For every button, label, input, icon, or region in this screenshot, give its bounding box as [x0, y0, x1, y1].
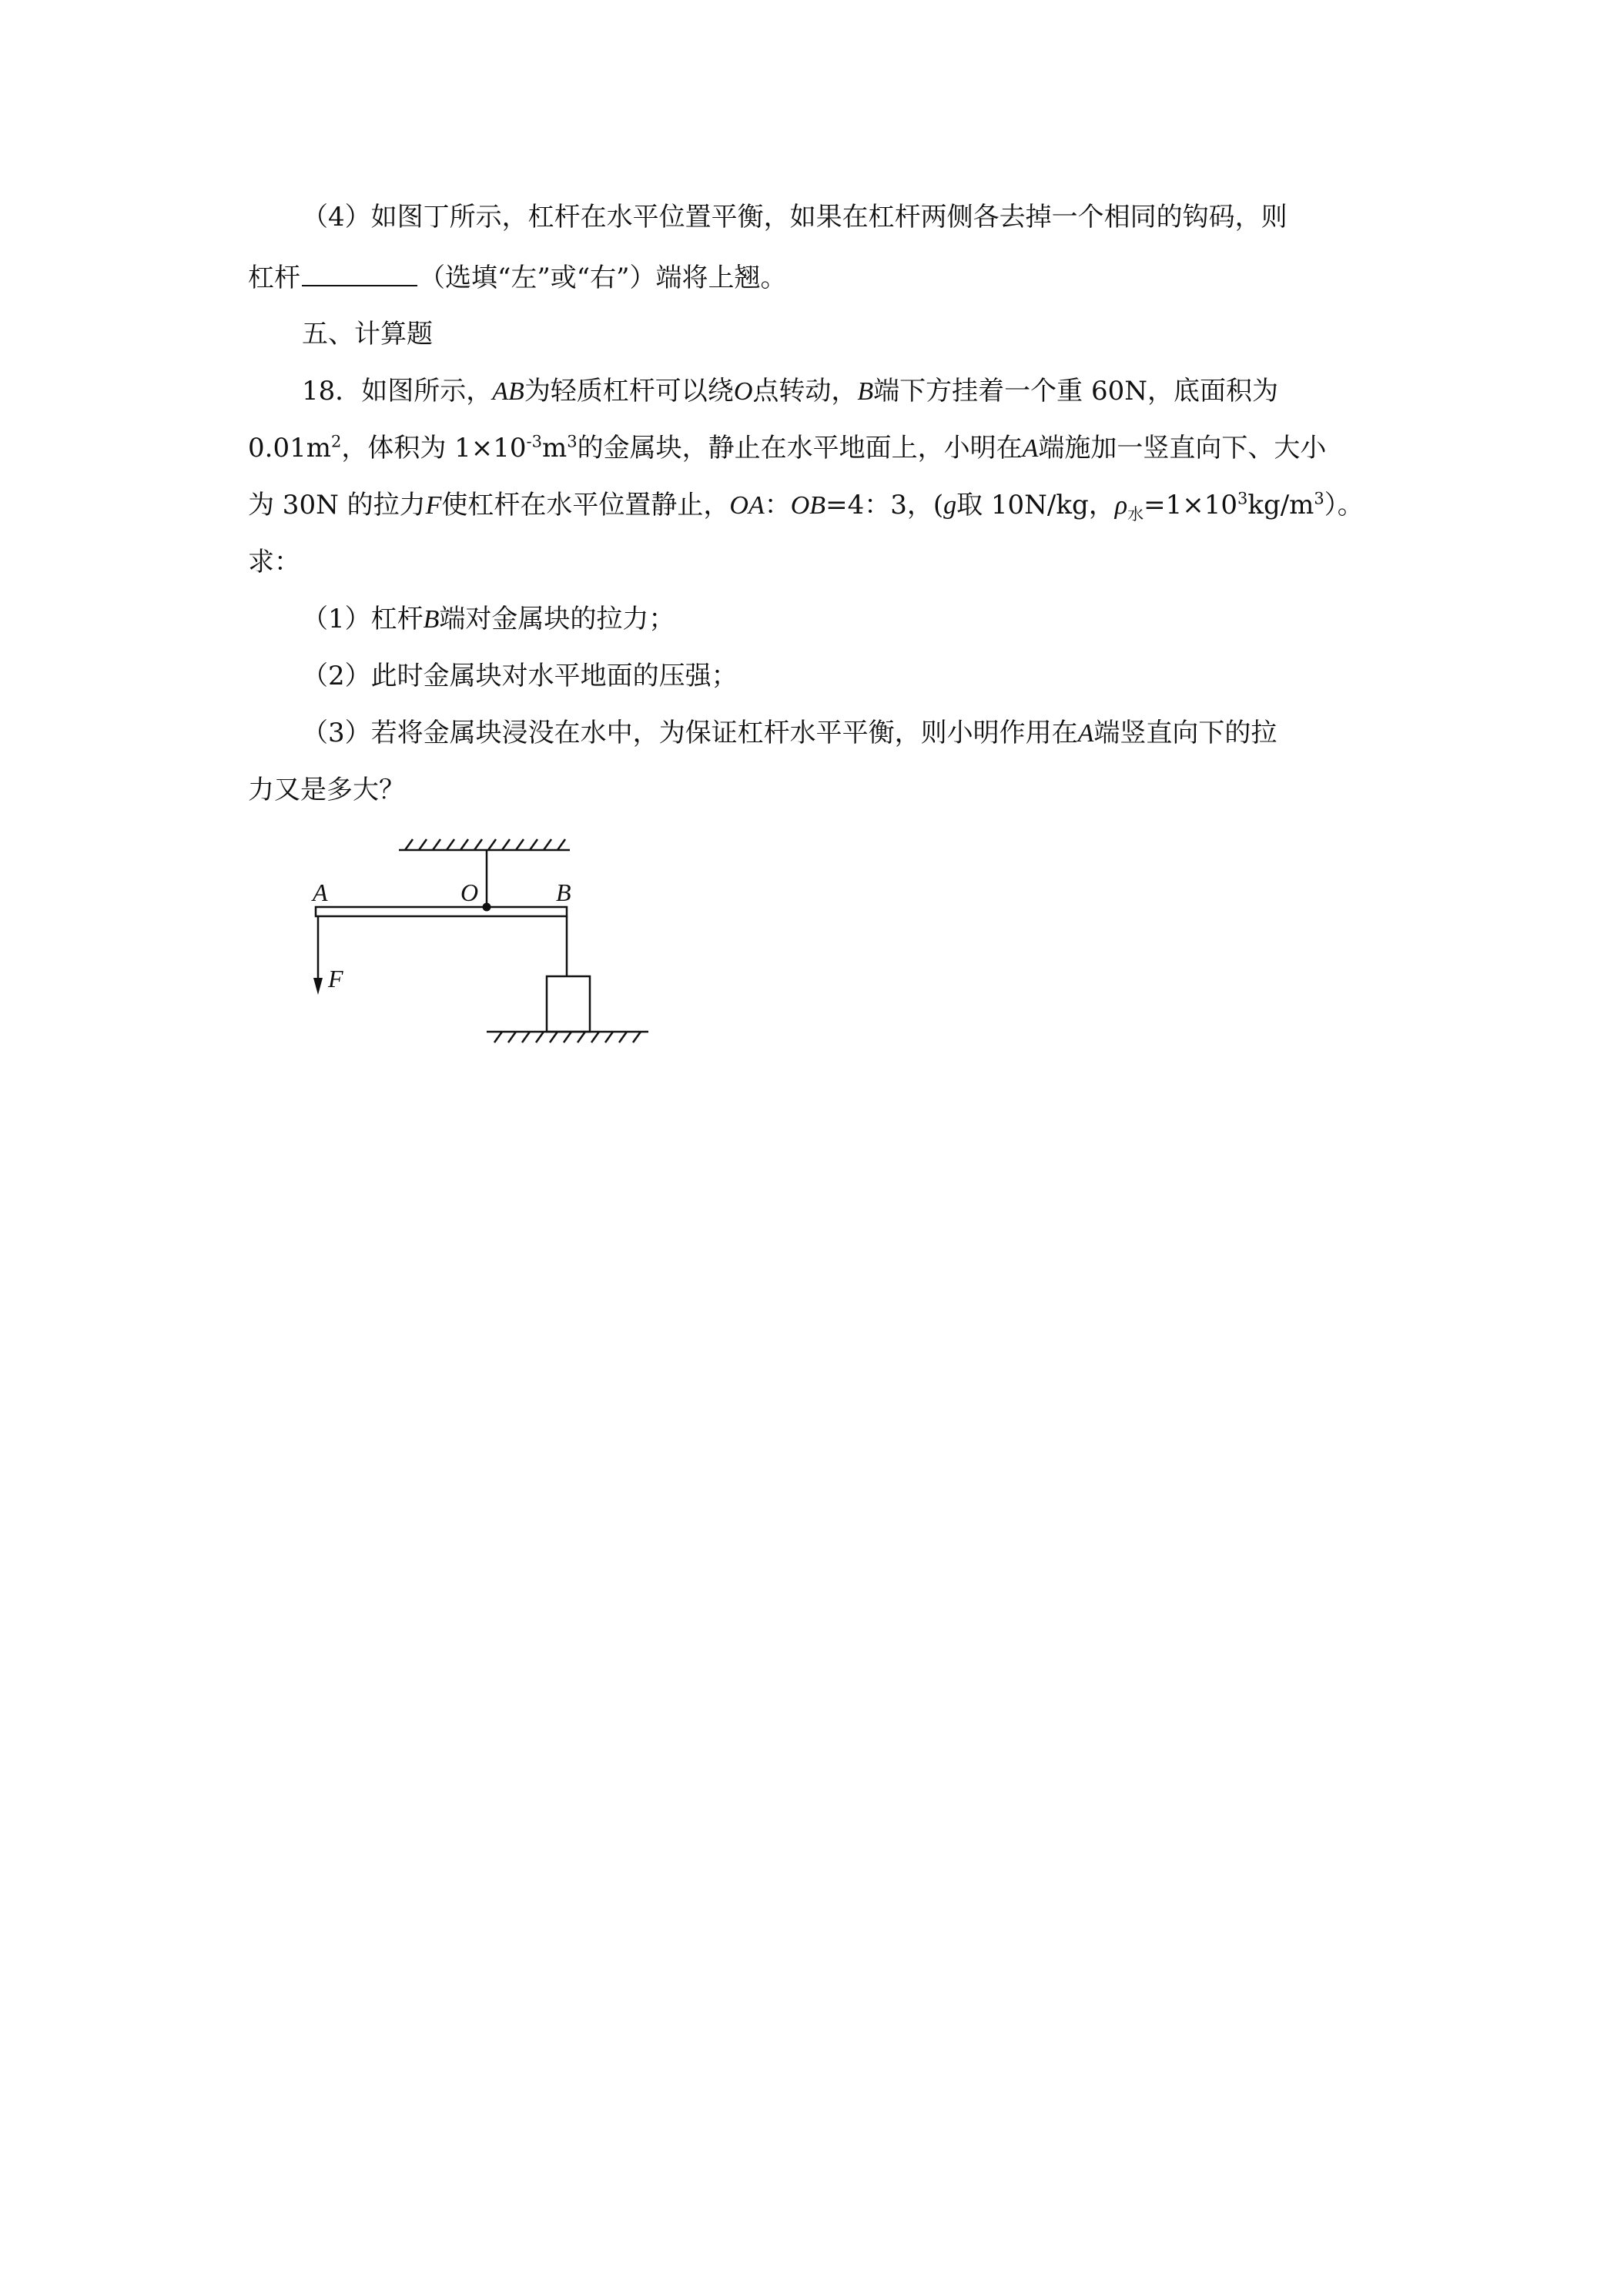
q18-line2 [248, 433, 1326, 464]
q18-text: 如图所示， [361, 376, 493, 407]
q18-var: O [733, 377, 753, 406]
q18-var: ρ [1114, 491, 1128, 520]
q18-text: ，体积为 1×10 [341, 433, 527, 464]
q18-text: 端竖直向下的拉 [1093, 718, 1277, 748]
label-F: F [328, 965, 343, 992]
q18-text: （3）若将金属块浸没在水中，为保证杠杆水平平衡，则小明作用在 [302, 718, 1078, 748]
q18-number: 18． [302, 376, 362, 407]
q18-text: 0.01m [248, 433, 331, 464]
q18-var: A [1022, 434, 1039, 463]
q18-var: AB [492, 377, 524, 406]
q18-text: 为 30N 的拉力 [248, 490, 426, 520]
q17-4-label: （4） [302, 202, 371, 233]
q18-var: A [1077, 719, 1094, 748]
q18-sup: 3 [567, 432, 578, 451]
q17-4-text-a: 如图丁所示，杠杆在水平位置平衡，如果在杠杆两侧各去掉一个相同的钩码，则 [370, 202, 1287, 233]
q18-var: B [857, 377, 874, 406]
q18-text: =4：3，( [825, 490, 944, 520]
q18-var: OA [729, 491, 765, 520]
q18-text: ： [764, 490, 791, 520]
q18-line4: 求： [248, 547, 300, 577]
q18-sub2: （2）此时金属块对水平地面的压强； [302, 661, 738, 691]
pivot-point [483, 903, 491, 912]
q18-line3 [248, 489, 1364, 524]
q18-text: 使杠杆在水平位置静止， [441, 490, 730, 520]
q18-sub: 水 [1127, 504, 1144, 524]
q18-sup: 2 [330, 432, 342, 451]
q18-sup: -3 [526, 432, 542, 451]
q18-text: （1）杠杆 [302, 604, 424, 634]
q18-text: 端下方挂着一个重 60N，底面积为 [873, 376, 1278, 407]
q17-4-line2 [248, 262, 787, 293]
q18-line1 [302, 376, 1278, 407]
q18-text: 的金属块，静止在水平地面上，小明在 [577, 433, 1023, 464]
ceiling [399, 839, 570, 850]
lever-figure [293, 816, 693, 1063]
q18-sub1 [302, 604, 675, 635]
metal-block [547, 976, 590, 1032]
section-title: 五、计算题 [302, 319, 433, 350]
q18-var: OB [790, 491, 826, 520]
q18-sup: 3 [1237, 489, 1248, 508]
q18-text: 端施加一竖直向下、大小 [1038, 433, 1327, 464]
q18-text: 点转动， [752, 376, 858, 407]
q18-text: =1×10 [1143, 490, 1237, 520]
q18-var: B [423, 605, 440, 634]
ground [487, 1032, 648, 1043]
q18-text: 为轻质杠杆可以绕 [524, 376, 734, 407]
q17-4-line1 [302, 202, 1287, 233]
lever-bar [316, 907, 567, 916]
q18-text: ）。 [1324, 490, 1364, 520]
q17-4-text-b1: 杠杆 [248, 263, 300, 293]
q18-text: m [542, 433, 568, 464]
q18-var: F [425, 491, 442, 520]
q17-4-text-b2: （选填“左”或“右”）端将上翘。 [419, 263, 787, 293]
force-arrow-head [313, 978, 323, 995]
answer-blank [302, 262, 417, 286]
label-B: B [556, 879, 571, 906]
q18-text: 取 10N/kg， [956, 490, 1115, 520]
q18-sub3-line2: 力又是多大？ [248, 775, 405, 805]
q18-sub3-line1 [302, 718, 1277, 749]
q18-text: 端对金属块的拉力； [439, 604, 675, 634]
q18-text: kg/m [1247, 490, 1314, 520]
label-O: O [460, 879, 479, 906]
q18-var: g [943, 491, 957, 520]
q18-sup: 3 [1314, 489, 1324, 508]
label-A: A [313, 879, 328, 906]
